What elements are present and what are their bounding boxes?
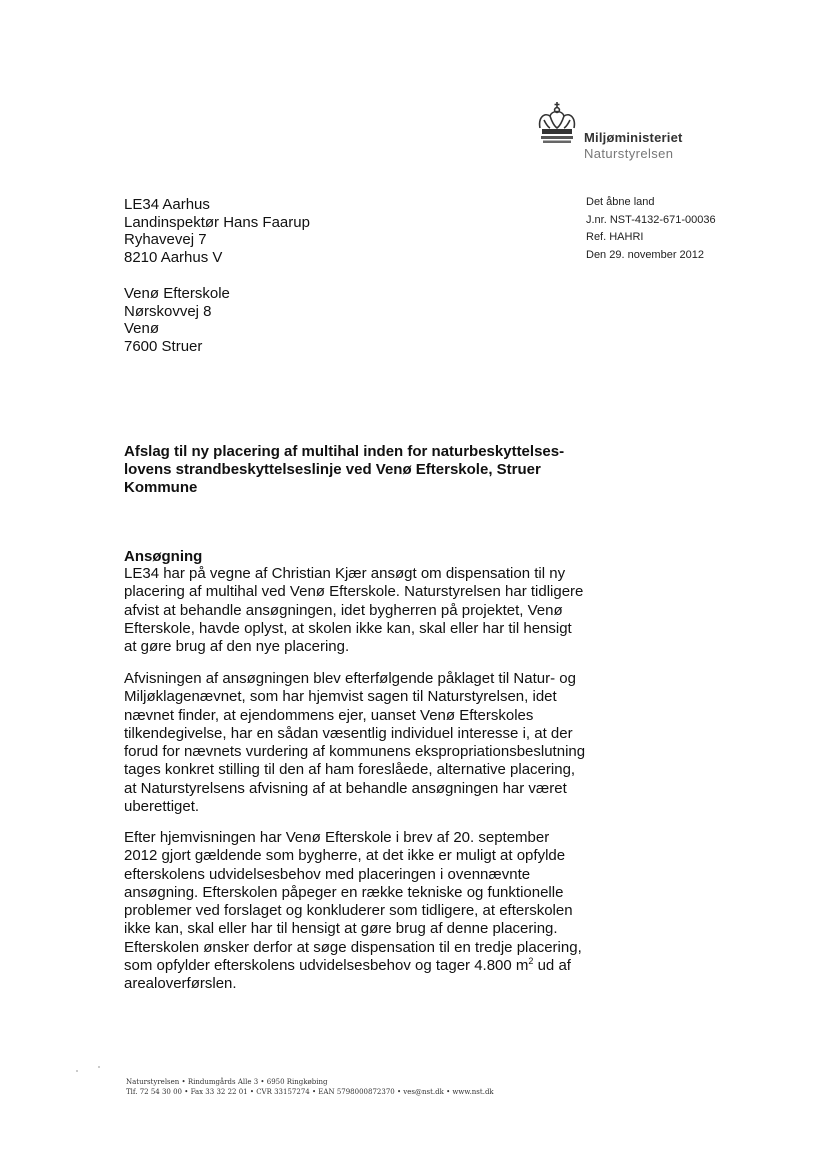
reference: Ref. HAHRI	[586, 231, 644, 243]
text-line: Miljøklagenævnet, som har hjemvist sagen til Naturstyrelsen, idet	[124, 688, 557, 706]
text-line: tages konkret stilling til den af ham foreslåede, alternative placering,	[124, 761, 576, 779]
sender-address	[124, 196, 310, 266]
footer-address: Naturstyrelsen • Rindumgårds Alle 3 • 6950 Ringkøbing	[126, 1078, 328, 1086]
recipient-line: Venø	[124, 320, 160, 338]
crown-icon	[534, 100, 580, 144]
text-line: at Naturstyrelsens afvisning af at behandle ansøgningen har været	[124, 779, 567, 797]
text-line: tilkendegivelse, har en sådan væsentlig individuel interesse i, at der	[124, 724, 573, 742]
text-line: nævnet finder, at ejendommens ejer, uanset Venø Efterskoles	[124, 706, 534, 724]
text-line: LE34 har på vegne af Christian Kjær ansøgt om dispensation til ny	[124, 565, 566, 582]
recipient-line: Nørskovvej 8	[124, 302, 212, 320]
scan-speck	[98, 1066, 100, 1068]
letter-subject	[124, 443, 594, 497]
paragraph-application	[124, 565, 583, 656]
subject-line: Kommune	[124, 479, 198, 496]
text-line: at gøre brug af den nye placering.	[124, 638, 350, 656]
text-line: Afvisningen af ansøgningen blev efterfølgende påklaget til Natur- og	[124, 670, 576, 687]
text-line: ikke kan, skal eller har til hensigt at gøre brug af denne placering.	[124, 920, 558, 938]
text-line: afvist at behandle ansøgningen, idet bygherren på projektet, Venø	[124, 601, 563, 619]
subject-line: lovens strandbeskyttelseslinje ved Venø Efterskole, Struer	[124, 461, 541, 478]
letterhead-logo	[534, 100, 734, 162]
section-heading: Ansøgning	[124, 548, 203, 565]
recipient-line: Venø Efterskole	[124, 285, 230, 302]
case-metadata	[586, 194, 716, 264]
area-text: som opfylder efterskolens udvidelsesbehov og tager 4.800 m	[124, 957, 529, 975]
text-line: 2012 gjort gældende som bygherre, at det ikke er muligt at opfylde	[124, 847, 566, 865]
letter-footer	[126, 1077, 494, 1097]
ministry-name: Miljøministeriet	[584, 130, 683, 145]
sender-line: Landinspektør Hans Faarup	[124, 213, 310, 231]
text-line: efterskolens udvidelsesbehov med placeringen i ovennævnte	[124, 865, 531, 883]
agency-name: Naturstyrelsen	[584, 146, 674, 161]
footer-contact: Tlf. 72 54 30 00 • Fax 33 32 22 01 • CVR 33157274 • EAN 5798000872370 • ves@nst.dk • www.nst.dk	[126, 1088, 494, 1096]
text-line: ansøgning. Efterskolen påpeger en række tekniske og funktionelle	[124, 883, 564, 901]
sender-line: LE34 Aarhus	[124, 196, 210, 213]
text-line: forud for nævnets vurdering af kommunens ekspropriationsbeslutning	[124, 743, 586, 761]
sender-line: 8210 Aarhus V	[124, 248, 223, 266]
area-text-end: ud af	[533, 957, 571, 975]
text-line: Efter hjemvisningen har Venø Efterskole i brev af 20. september	[124, 829, 550, 846]
paragraph-appeal	[124, 670, 585, 816]
letter-date: Den 29. november 2012	[586, 248, 705, 261]
text-line: Efterskole, havde oplyst, at skolen ikke kan, skal eller har til hensigt	[124, 619, 572, 637]
paragraph-remand	[124, 829, 582, 994]
text-line: problemer ved forslaget og konkluderer som tidligere, at efterskolen	[124, 902, 573, 920]
sender-line: Ryhavevej 7	[124, 231, 207, 249]
text-line: uberettiget.	[124, 798, 200, 816]
scan-speck	[76, 1070, 78, 1072]
recipient-address	[124, 285, 230, 355]
recipient-line: 7600 Struer	[124, 337, 203, 355]
text-line-area	[124, 957, 582, 975]
text-line: arealoverførslen.	[124, 975, 237, 993]
text-line: placering af multihal ved Venø Efterskole. Naturstyrelsen har tidligere	[124, 583, 584, 601]
department: Det åbne land	[586, 196, 655, 208]
square-superscript: 2	[528, 956, 534, 967]
case-number: J.nr. NST-4132-671-00036	[586, 213, 716, 226]
text-line: Efterskolen ønsker derfor at søge dispensation til en tredje placering,	[124, 938, 582, 956]
subject-line: Afslag til ny placering af multihal inden for naturbeskyttelses-	[124, 443, 565, 460]
